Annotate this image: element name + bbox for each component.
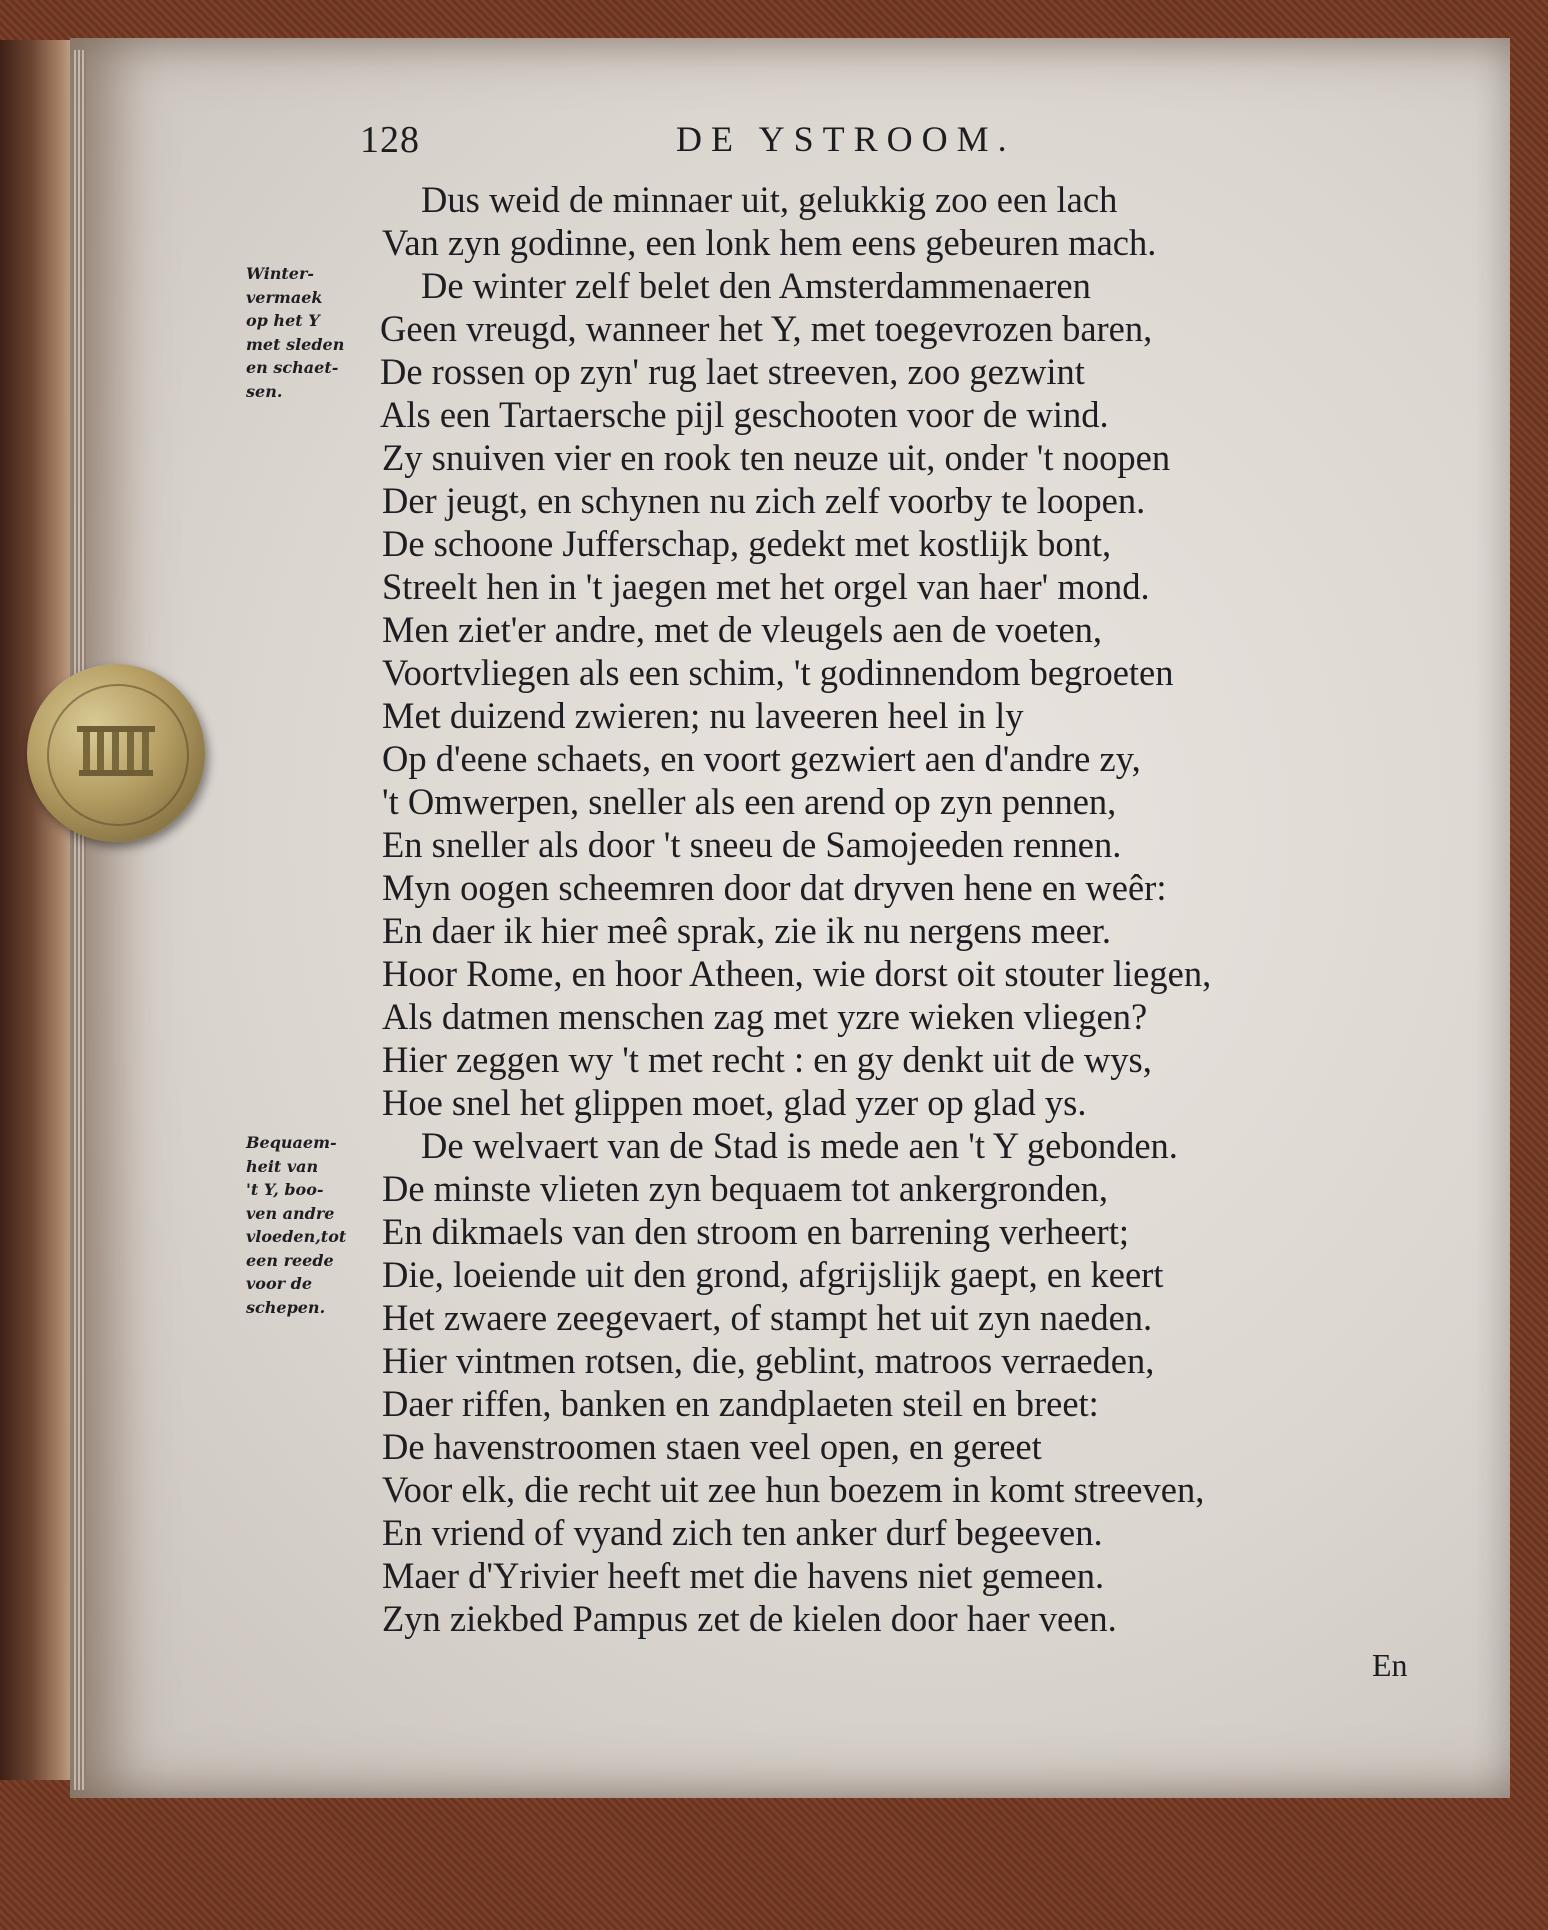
page-number: 128 bbox=[360, 119, 420, 161]
poem-line: Der jeugt, en schynen nu zich zelf voorby te loopen. bbox=[382, 480, 1146, 521]
poem-line: De minste vlieten zyn bequaem tot ankergronden, bbox=[382, 1168, 1109, 1209]
poem-line: En dikmaels van den stroom en barrening verheert; bbox=[382, 1211, 1129, 1252]
poem-line: Daer riffen, banken en zandplaeten steil en breet: bbox=[382, 1383, 1099, 1424]
margin-note-line: vloeden,tot bbox=[246, 1227, 347, 1246]
poem-line: En daer ik hier meê sprak, zie ik nu nergens meer. bbox=[382, 910, 1112, 951]
poem-line: Als datmen menschen zag met yzre wieken vliegen? bbox=[382, 996, 1148, 1037]
running-title: DE YSTROOM. bbox=[676, 119, 1016, 159]
margin-note-line: op het Y bbox=[246, 311, 320, 330]
poem-line: Met duizend zwieren; nu laveeren heel in ly bbox=[382, 695, 1024, 736]
poem-line: Dus weid de minnaer uit, gelukkig zoo een lach bbox=[421, 179, 1118, 220]
poem-line: En sneller als door 't sneeu de Samojeeden rennen. bbox=[382, 824, 1122, 865]
margin-note-harbour bbox=[246, 1131, 376, 1319]
poem-line: Hier zeggen wy 't met recht : en gy denkt uit de wys, bbox=[382, 1039, 1152, 1080]
poem-line: Hoe snel het glippen moet, glad yzer op glad ys. bbox=[382, 1082, 1087, 1123]
margin-note-line: ven andre bbox=[246, 1203, 335, 1223]
poem-line: Geen vreugd, wanneer het Y, met toegevrozen baren, bbox=[380, 308, 1153, 349]
poem-line: De schoone Jufferschap, gedekt met kostlijk bont, bbox=[382, 523, 1112, 564]
poem-line: De havenstroomen staen veel open, en gereet bbox=[382, 1426, 1042, 1467]
poem-line: Het zwaere zeegevaert, of stampt het uit zyn naeden. bbox=[382, 1297, 1153, 1338]
margin-note-line: voor de bbox=[246, 1274, 313, 1293]
margin-note-line: heit van bbox=[246, 1156, 319, 1176]
margin-note-line: een reede bbox=[246, 1250, 334, 1270]
poem-line: Myn oogen scheemren door dat dryven hene en weêr: bbox=[382, 867, 1167, 908]
poem-line: De winter zelf belet den Amsterdammenaeren bbox=[421, 265, 1091, 306]
poem-line: Zy snuiven vier en rook ten neuze uit, onder 't noopen bbox=[382, 437, 1171, 478]
poem-line: Voor elk, die recht uit zee hun boezem in komt streeven, bbox=[382, 1469, 1205, 1510]
poem-line: Voortvliegen als een schim, 't godinnendom begroeten bbox=[382, 652, 1174, 693]
margin-note-line: Bequaem- bbox=[246, 1133, 337, 1152]
poem-line: 't Omwerpen, sneller als een arend op zyn pennen, bbox=[382, 781, 1117, 822]
poem-line: Zyn ziekbed Pampus zet de kielen door haer veen. bbox=[382, 1598, 1117, 1639]
poem-line: Maer d'Yrivier heeft met die havens niet gemeen. bbox=[382, 1555, 1105, 1596]
poem-line: Hoor Rome, en hoor Atheen, wie dorst oit stouter liegen, bbox=[382, 953, 1212, 994]
poem-line: En vriend of vyand zich ten anker durf begeeven. bbox=[382, 1512, 1103, 1553]
poem-line: Van zyn godinne, een lonk hem eens gebeuren mach. bbox=[382, 222, 1157, 263]
poem-line: Hier vintmen rotsen, die, geblint, matroos verraeden, bbox=[382, 1340, 1155, 1381]
catchword: En bbox=[1372, 1647, 1408, 1683]
margin-note-line: 't Y, boo- bbox=[246, 1180, 324, 1199]
poem-line: Men ziet'er andre, met de vleugels aen de voeten, bbox=[382, 609, 1103, 650]
margin-note-line: en schaet- bbox=[246, 358, 339, 377]
poem-line: Op d'eene schaets, en voort gezwiert aen d'andre zy, bbox=[382, 738, 1141, 779]
margin-note-winter bbox=[246, 262, 376, 403]
poem-line: Streelt hen in 't jaegen met het orgel van haer' mond. bbox=[382, 566, 1150, 607]
poem-line: De welvaert van de Stad is mede aen 't Y gebonden. bbox=[421, 1125, 1178, 1166]
margin-note-line: vermaek bbox=[246, 287, 323, 307]
margin-note-line: schepen. bbox=[246, 1297, 326, 1317]
margin-note-line: sen. bbox=[246, 381, 283, 401]
margin-note-line: Winter- bbox=[246, 264, 315, 283]
poem-line: Die, loeiende uit den grond, afgrijslijk gaept, en keert bbox=[382, 1254, 1164, 1295]
poem-line: De rossen op zyn' rug laet streeven, zoo gezwint bbox=[380, 351, 1085, 392]
margin-note-line: met sleden bbox=[246, 334, 345, 354]
poem-line: Als een Tartaersche pijl geschooten voor de wind. bbox=[380, 394, 1109, 435]
